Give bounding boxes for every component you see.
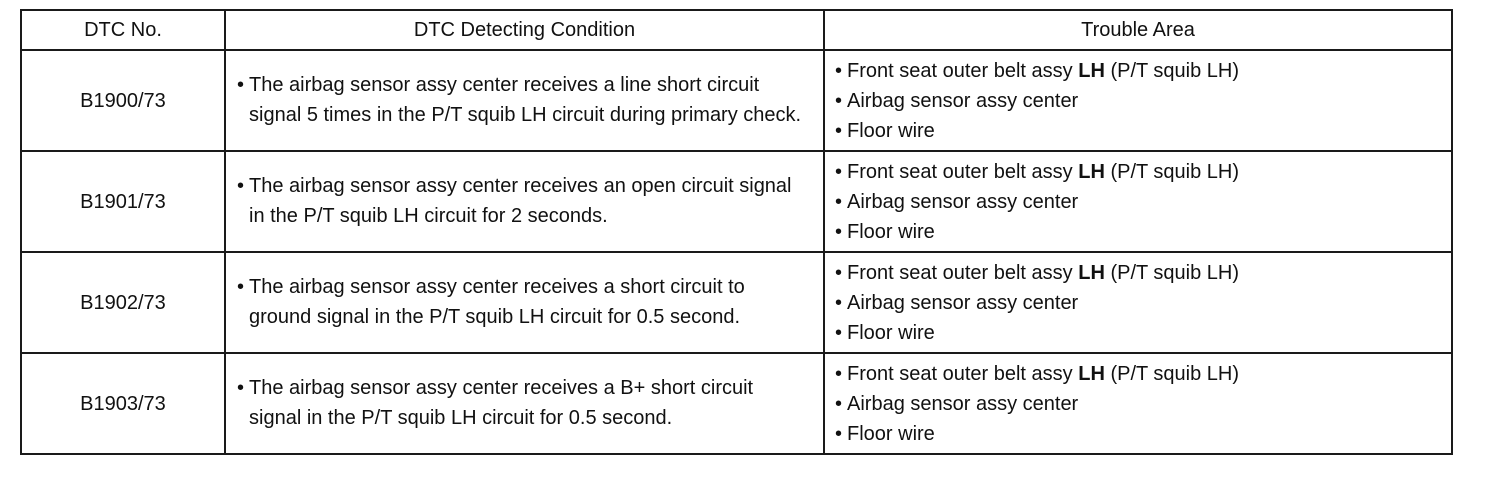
bullet-icon: •: [835, 89, 843, 112]
trouble-area-item: [835, 318, 1441, 348]
trouble-area-text: Floor wire: [847, 422, 935, 445]
detecting-condition: [225, 252, 824, 353]
bullet-icon: •: [237, 275, 245, 298]
bullet-icon: •: [835, 261, 843, 284]
trouble-area-detail: (P/T squib LH): [1104, 160, 1240, 183]
dtc-table: [20, 9, 1453, 455]
dtc-code: B1903/73: [21, 353, 225, 454]
condition-item: [237, 70, 803, 130]
trouble-area-item: [835, 157, 1441, 187]
trouble-area-detail: (P/T squib LH): [1104, 261, 1240, 284]
trouble-area-text: Airbag sensor assy center: [847, 392, 1079, 415]
table-row: [21, 50, 1452, 151]
trouble-area-item: [835, 187, 1441, 217]
condition-item: [237, 171, 803, 231]
detecting-condition: [225, 151, 824, 252]
trouble-area-text: Floor wire: [847, 321, 935, 344]
bullet-icon: •: [835, 220, 843, 243]
trouble-area-detail: (P/T squib LH): [1104, 362, 1240, 385]
bullet-icon: •: [835, 422, 843, 445]
trouble-area-text: Airbag sensor assy center: [847, 291, 1079, 314]
trouble-area-item: [835, 86, 1441, 116]
trouble-area-text: Front seat outer belt assy: [847, 59, 1079, 82]
trouble-area-item: [835, 288, 1441, 318]
detecting-condition: [225, 50, 824, 151]
trouble-area: [824, 50, 1452, 151]
condition-text: The airbag sensor assy center receives a short circuit to ground signal in the P/T squib LH circuit for 0.5 second.: [249, 275, 745, 328]
bullet-icon: •: [835, 321, 843, 344]
trouble-area-text: Front seat outer belt assy: [847, 261, 1079, 284]
trouble-area-text: Front seat outer belt assy: [847, 362, 1079, 385]
trouble-area-item: [835, 56, 1441, 86]
trouble-area-text: Airbag sensor assy center: [847, 89, 1079, 112]
trouble-area-side: LH: [1078, 362, 1105, 385]
header-dtc-no: DTC No.: [21, 10, 225, 50]
trouble-area-text: Airbag sensor assy center: [847, 190, 1079, 213]
header-row: [21, 10, 1452, 50]
bullet-icon: •: [835, 190, 843, 213]
bullet-icon: •: [835, 59, 843, 82]
condition-text: The airbag sensor assy center receives an open circuit signal in the P/T squib LH circuit for 2 seconds.: [249, 174, 792, 227]
table-row: [21, 151, 1452, 252]
trouble-area-detail: (P/T squib LH): [1104, 59, 1240, 82]
bullet-icon: •: [835, 392, 843, 415]
table-row: [21, 252, 1452, 353]
trouble-area-side: LH: [1078, 59, 1105, 82]
trouble-area: [824, 151, 1452, 252]
trouble-area-item: [835, 389, 1441, 419]
trouble-area: [824, 252, 1452, 353]
trouble-area-text: Floor wire: [847, 220, 935, 243]
table-row: [21, 353, 1452, 454]
detecting-condition: [225, 353, 824, 454]
dtc-code: B1902/73: [21, 252, 225, 353]
bullet-icon: •: [835, 119, 843, 142]
header-condition: DTC Detecting Condition: [225, 10, 824, 50]
condition-text: The airbag sensor assy center receives a B+ short circuit signal in the P/T squib LH circuit for 0.5 second.: [249, 376, 754, 429]
trouble-area: [824, 353, 1452, 454]
trouble-area-text: Floor wire: [847, 119, 935, 142]
bullet-icon: •: [835, 362, 843, 385]
trouble-area-side: LH: [1078, 160, 1105, 183]
trouble-area-side: LH: [1078, 261, 1105, 284]
trouble-area-item: [835, 258, 1441, 288]
trouble-area-text: Front seat outer belt assy: [847, 160, 1079, 183]
bullet-icon: •: [835, 291, 843, 314]
trouble-area-item: [835, 217, 1441, 247]
trouble-area-item: [835, 359, 1441, 389]
condition-text: The airbag sensor assy center receives a line short circuit signal 5 times in the P/T squib LH circuit during primary check.: [249, 73, 802, 126]
bullet-icon: •: [835, 160, 843, 183]
trouble-area-item: [835, 116, 1441, 146]
condition-item: [237, 272, 803, 332]
condition-item: [237, 373, 803, 433]
dtc-code: B1901/73: [21, 151, 225, 252]
bullet-icon: •: [237, 174, 245, 197]
dtc-code: B1900/73: [21, 50, 225, 151]
header-trouble-area: Trouble Area: [824, 10, 1452, 50]
table-body: [21, 50, 1452, 454]
bullet-icon: •: [237, 376, 245, 399]
trouble-area-item: [835, 419, 1441, 449]
bullet-icon: •: [237, 73, 245, 96]
